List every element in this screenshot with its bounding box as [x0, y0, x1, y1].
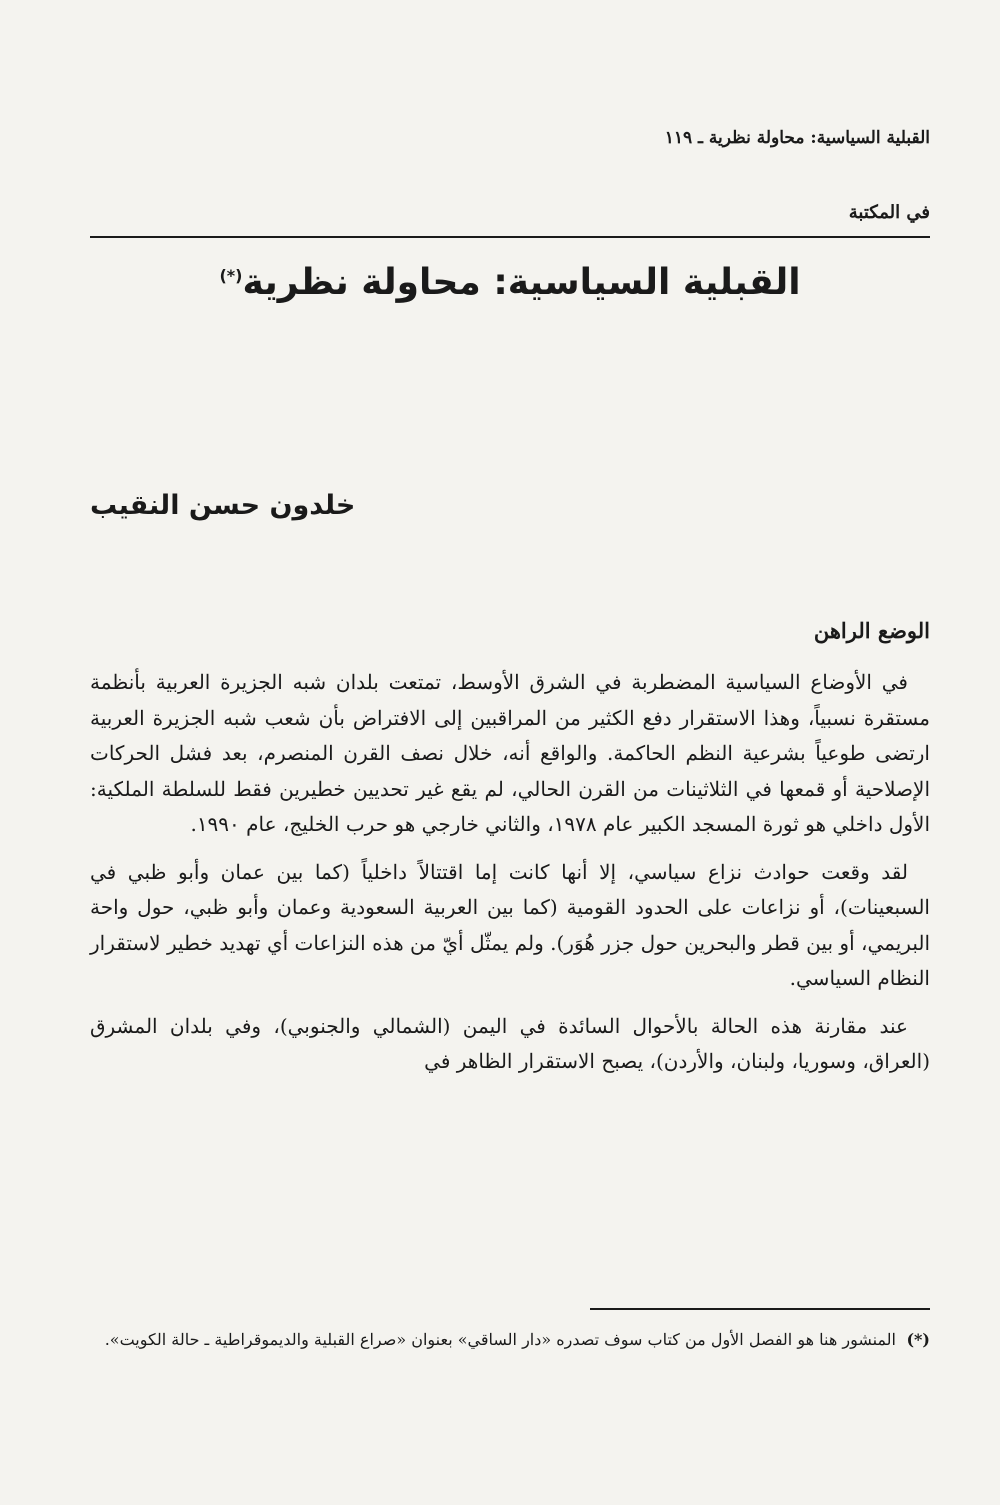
body-paragraph-2: لقد وقعت حوادث نزاع سياسي، إلا أنها كانت إما اقتتالاً داخلياً (كما بين عمان وأبو ظبي في السبعينات)، أو نزاعات على الحدود القومية (كما بين العربية السعودية وعمان وأبو ظبي، حول واحة البريمي، أو بين قطر والبحرين حول جزر هُوَر). ولم يمثّل أيّ من هذه النزاعات أي تهديد خطير لاستقرار النظام السياسي.	[90, 859, 931, 990]
section-subheading: الوضع الراهن	[813, 618, 930, 643]
footnote-divider	[590, 1308, 930, 1310]
running-header: القبلية السياسية: محاولة نظرية ـ ١١٩	[664, 128, 930, 148]
section-divider	[90, 236, 930, 238]
section-label: في المكتبة	[848, 202, 930, 223]
author-name: خلدون حسن النقيب	[90, 490, 356, 521]
article-body	[90, 665, 930, 1092]
footnote-marker: (*)	[906, 1330, 930, 1349]
title-footnote-marker: (*)	[219, 266, 243, 285]
article-title-text: القبلية السياسية: محاولة نظرية	[242, 262, 801, 303]
footnote-text: المنشور هنا هو الفصل الأول من كتاب سوف تصدره «دار الساقي» بعنوان «صراع القبلية والديموقراطية ـ حالة الكويت».	[104, 1330, 896, 1349]
body-paragraph-3: عند مقارنة هذه الحالة بالأحوال السائدة في اليمن (الشمالي والجنوبي)، وفي بلدان المشرق (العراق، وسوريا، ولبنان، والأردن)، يصبح الاستقرار الظاهر في	[90, 1013, 930, 1073]
article-title	[90, 262, 930, 303]
book-page	[90, 0, 930, 1505]
body-paragraph-1: في الأوضاع السياسية المضطربة في الشرق الأوسط، تمتعت بلدان شبه الجزيرة العربية بأنظمة مستقرة نسبياً، وهذا الاستقرار دفع الكثير من المراقبين إلى الافتراض بأن شعب شبه الجزيرة العربية ارتضى طوعياً بشرعية النظم الحاكمة. والواقع أنه، خلال نصف القرن المنصرم، بعد فشل الحركات الإصلاحية أو قمعها في الثلاثينات من القرن الحالي، لم يقع غير تحديين خطيرين فقط للسلطة الملكية: الأول داخلي هو ثورة المسجد الكبير عام ١٩٧٨، والثاني خارجي هو حرب الخليج، عام ١٩٩٠.	[90, 670, 930, 836]
footnote	[90, 1326, 930, 1353]
